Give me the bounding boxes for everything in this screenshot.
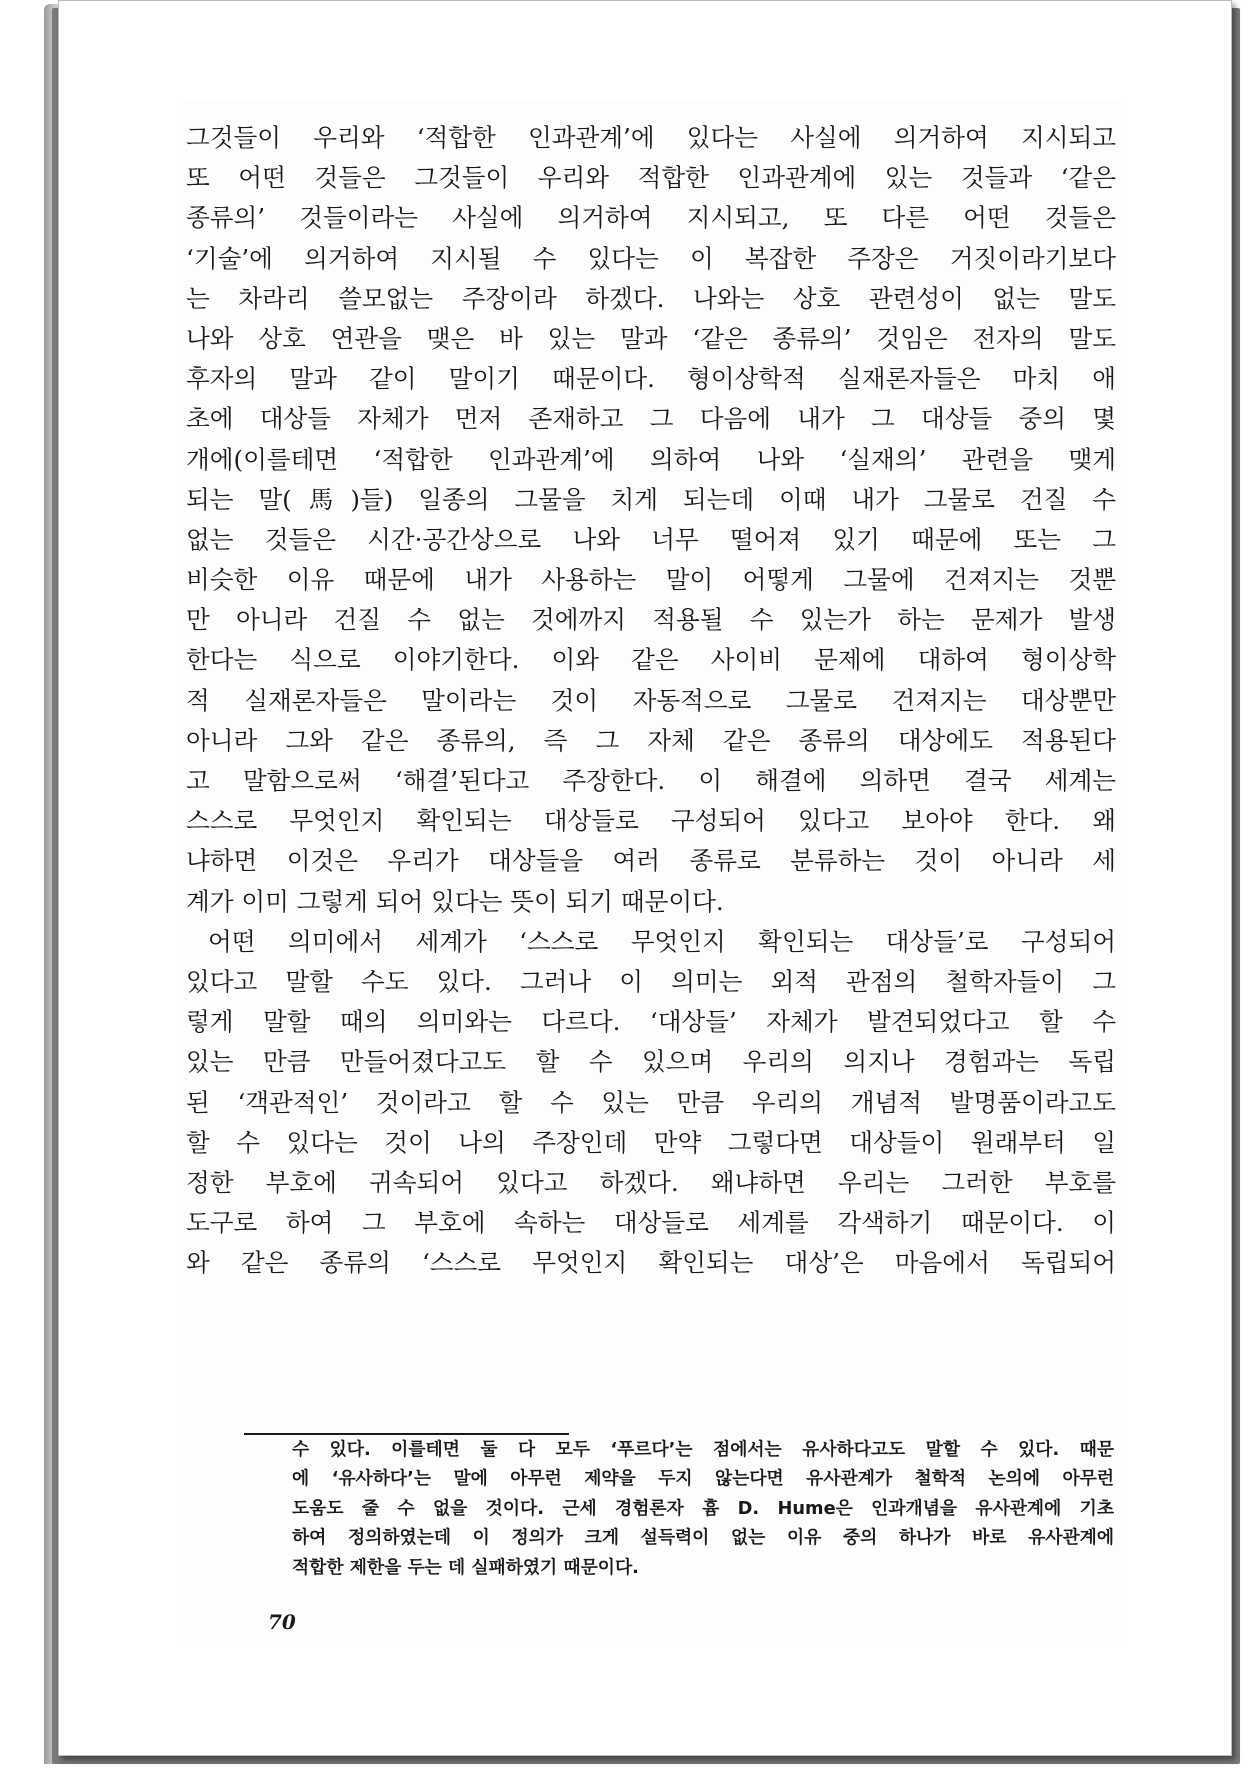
footnote-line: 도움도 줄 수 없을 것이다. 근세 경험론자 흄 D. Hume은 인과개념을 유사관계에 기초 xyxy=(292,1497,1114,1519)
text-line: 있는 만큼 만들어졌다고도 할 수 있으며 우리의 의지나 경험과는 독립 xyxy=(186,1047,1116,1077)
footnote-line: 에 ‘유사하다’는 말에 아무런 제약을 두지 않는다면 유사관계가 철학적 논의에 아무런 xyxy=(292,1468,1114,1490)
paragraph-end-line: 계가 이미 그렇게 되어 있다는 뜻이 되기 때문이다. xyxy=(186,886,724,916)
text-line: 도구로 하여 그 부호에 속하는 대상들로 세계를 각색하기 때문이다. 이 xyxy=(186,1208,1116,1238)
text-line: 할 수 있다는 것이 나의 주장인데 만약 그렇다면 대상들이 원래부터 일 xyxy=(186,1127,1116,1157)
page-number: 70 xyxy=(268,1610,296,1634)
footnote-line: 하여 정의하였는데 이 정의가 크게 설득력이 없는 이유 중의 하나가 바로 유사관계에 xyxy=(292,1527,1114,1549)
paragraph-start-line: 어떤 의미에서 세계가 ‘스스로 무엇인지 확인되는 대상들’로 구성되어 xyxy=(208,926,1116,956)
text-line: 개에(이를테면 ‘적합한 인과관계’에 의하여 나와 ‘실재의’ 관련을 맺게 xyxy=(186,444,1116,474)
text-line: 고 말함으로써 ‘해결’된다고 주장한다. 이 해결에 의하면 결국 세계는 xyxy=(186,766,1116,795)
text-line: 한다는 식으로 이야기한다. 이와 같은 사이비 문제에 대하여 형이상학 xyxy=(186,645,1116,675)
main-text xyxy=(186,118,1116,1283)
text-line: 되는 말(馬)들) 일종의 그물을 치게 되는데 이때 내가 그물로 건질 수 xyxy=(186,484,1116,514)
text-line: 또 어떤 것들은 그것들이 우리와 적합한 인과관계에 있는 것들과 ‘같은 xyxy=(186,163,1116,193)
text-line: 나와 상호 연관을 맺은 바 있는 말과 ‘같은 종류의’ 것임은 전자의 말도 xyxy=(186,323,1116,353)
text-line: 만 아니라 건질 수 없는 것에까지 적용될 수 있는가 하는 문제가 발생 xyxy=(186,605,1116,635)
text-line: 후자의 말과 같이 말이기 때문이다. 형이상학적 실재론자들은 마치 애 xyxy=(186,364,1116,394)
footnote-line: 적합한 제한을 두는 데 실패하였기 때문이다. xyxy=(292,1556,639,1578)
text-line: 는 차라리 쓸모없는 주장이라 하겠다. 나와는 상호 관련성이 없는 말도 xyxy=(186,283,1116,313)
text-line: 초에 대상들 자체가 먼저 존재하고 그 다음에 내가 그 대상들 중의 몇 xyxy=(186,404,1116,434)
text-line: 렇게 말할 때의 의미와는 다르다. ‘대상들’ 자체가 발견되었다고 할 수 xyxy=(186,1007,1116,1037)
text-line: 아니라 그와 같은 종류의, 즉 그 자체 같은 종류의 대상에도 적용된다 xyxy=(186,725,1116,755)
text-line: 와 같은 종류의 ‘스스로 무엇인지 확인되는 대상’은 마음에서 독립되어 xyxy=(186,1248,1116,1278)
text-line: 된 ‘객관적인’ 것이라고 할 수 있는 만큼 우리의 개념적 발명품이라고도 xyxy=(186,1087,1116,1117)
text-line: 냐하면 이것은 우리가 대상들을 여러 종류로 분류하는 것이 아니라 세 xyxy=(186,846,1116,876)
footnote xyxy=(292,1435,1114,1582)
text-line: 적 실재론자들은 말이라는 것이 자동적으로 그물로 건져지는 대상뿐만 xyxy=(186,685,1116,715)
text-line: 있다고 말할 수도 있다. 그러나 이 의미는 외적 관점의 철학자들이 그 xyxy=(186,966,1116,996)
text-line: 정한 부호에 귀속되어 있다고 하겠다. 왜냐하면 우리는 그러한 부호를 xyxy=(186,1167,1116,1197)
footnote-line: 수 있다. 이를테면 둘 다 모두 ‘푸르다’는 점에서는 유사하다고도 말할 수 있다. 때문 xyxy=(292,1439,1114,1460)
text-line: 그것들이 우리와 ‘적합한 인과관계’에 있다는 사실에 의거하여 지시되고 xyxy=(186,123,1116,152)
text-line: 비슷한 이유 때문에 내가 사용하는 말이 어떻게 그물에 건져지는 것뿐 xyxy=(186,565,1116,595)
text-line: 없는 것들은 시간·공간상으로 나와 너무 떨어져 있기 때문에 또는 그 xyxy=(186,524,1116,554)
text-line: 스스로 무엇인지 확인되는 대상들로 구성되어 있다고 보아야 한다. 왜 xyxy=(186,806,1116,836)
text-line: ‘기술’에 의거하여 지시될 수 있다는 이 복잡한 주장은 거짓이라기보다 xyxy=(186,243,1116,273)
text-line: 종류의’ 것들이라는 사실에 의거하여 지시되고, 또 다른 어떤 것들은 xyxy=(186,203,1116,233)
